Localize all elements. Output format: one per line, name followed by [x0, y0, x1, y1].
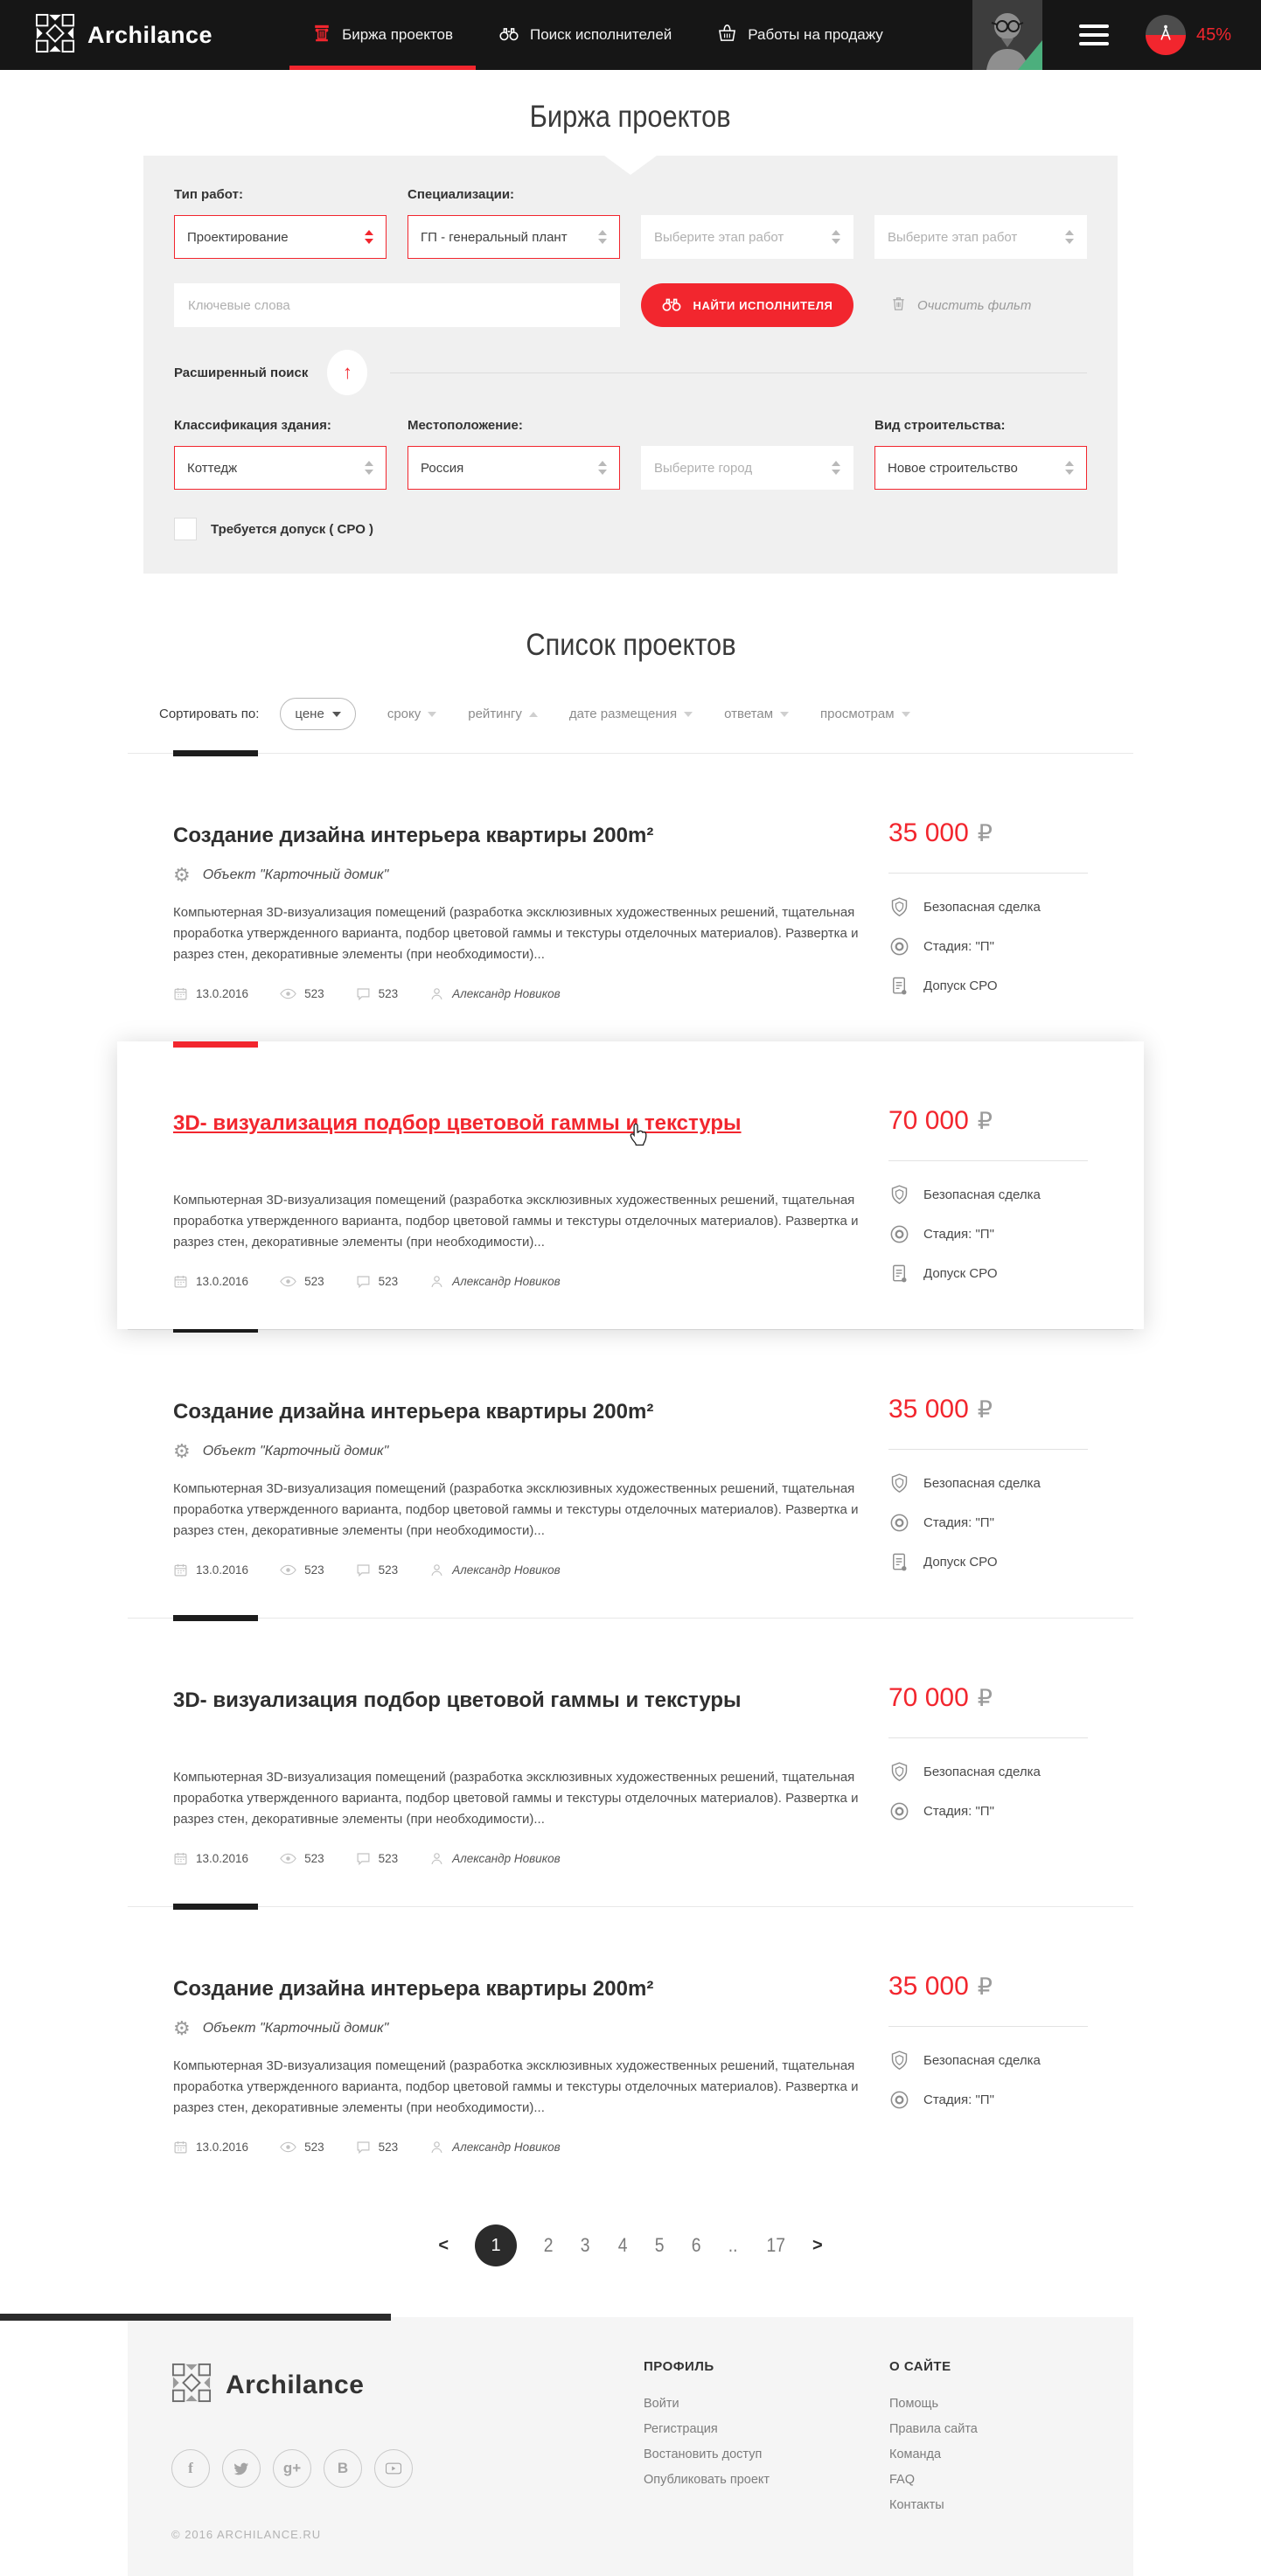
footer [128, 2317, 1133, 2576]
project-title[interactable]: 3D- визуализация подбор цветовой гаммы и текстуры [173, 1111, 742, 1135]
project-meta [173, 1851, 1088, 1866]
project-price: 70 000 [888, 1106, 969, 1135]
badge-label: Стадия: "П" [923, 1804, 994, 1819]
meta-comments: 523 [378, 987, 399, 1000]
shield-icon [888, 1184, 910, 1206]
sort-row [128, 698, 1133, 730]
select-work-stage-2[interactable] [874, 215, 1087, 259]
select-country[interactable] [408, 446, 620, 490]
project-list [128, 753, 1133, 2195]
meta-author: Александр Новиков [452, 1563, 561, 1577]
select-arrows-icon [832, 230, 840, 244]
meta-views-item [280, 987, 324, 1000]
badge-list [888, 1472, 1088, 1573]
header-right [972, 0, 1261, 70]
select-arrows-icon [365, 461, 373, 475]
footer-column-title: ПРОФИЛЬ [644, 2359, 714, 2374]
pagination-page-6[interactable]: 6 [691, 2234, 701, 2256]
stage-icon [888, 1223, 910, 1245]
badge-label: Стадия: "П" [923, 1227, 994, 1242]
comment-icon [356, 1274, 371, 1289]
project-card[interactable] [128, 1329, 1133, 1618]
compass-icon [1155, 23, 1176, 48]
project-description: Компьютерная 3D-визуализация помещений (разработка эксклюзивных художественных решений, тщательная проработка утвержденного варианта, подбор цветовой гаммы и текстуры отделочных материалов). Развертка и разрез стен, декоративные элементы (при необходимости)... [173, 1770, 859, 1827]
divider [888, 2026, 1088, 2027]
select-value: Коттедж [187, 460, 238, 476]
meta-views-item [280, 2141, 324, 2154]
nav-item-label: Работы на продажу [748, 26, 883, 43]
meta-author: Александр Новиков [452, 1275, 561, 1288]
project-badge [888, 1223, 1088, 1245]
person-icon [429, 1274, 444, 1289]
facebook-icon[interactable]: f [171, 2449, 210, 2488]
select-placeholder: Выберите этап работ [888, 229, 1018, 245]
meta-date-item [173, 986, 248, 1001]
select-specialization[interactable] [408, 215, 620, 259]
project-right-column [888, 1106, 1088, 1302]
meta-views-item [280, 1275, 324, 1288]
meta-date-item [173, 1851, 248, 1866]
meta-comments-item [356, 1851, 399, 1866]
sro-checkbox[interactable] [174, 518, 197, 540]
collapse-filters-button[interactable] [327, 350, 367, 395]
meta-date-item [173, 2140, 248, 2155]
card-accent-dash [173, 1041, 258, 1048]
select-construction-type[interactable] [874, 446, 1087, 490]
sort-option-views[interactable]: просмотрам [820, 707, 910, 721]
footer-link-publish-project[interactable]: Опубликовать проект [644, 2473, 770, 2487]
eye-icon [280, 1276, 296, 1287]
divider [888, 873, 1088, 874]
footer-link-register[interactable]: Регистрация [644, 2422, 718, 2436]
person-icon [429, 1563, 444, 1577]
pagination-next[interactable]: > [812, 2235, 823, 2255]
binoculars-icon [661, 296, 682, 315]
sort-option-answers[interactable]: ответам [724, 707, 789, 721]
nav-item-label: Биржа проектов [342, 26, 453, 43]
profile-progress-badge[interactable] [1146, 15, 1186, 55]
shield-icon [888, 2050, 910, 2071]
twitter-icon[interactable] [222, 2449, 261, 2488]
meta-date-item [173, 1563, 248, 1577]
project-meta [173, 2140, 1088, 2155]
footer-brand-name: Archilance [226, 2370, 365, 2399]
nav-item-label: Поиск исполнителей [530, 26, 672, 43]
card-accent-dash [173, 750, 258, 756]
badge-label: Безопасная сделка [923, 1187, 1041, 1202]
project-description: Компьютерная 3D-визуализация помещений (разработка эксклюзивных художественных решений, тщательная проработка утвержденного варианта, подбор цветовой гаммы и текстуры отделочных материалов). Развертка и разрез стен, декоративные элементы (при необходимости)... [173, 1481, 859, 1538]
sort-option-date[interactable]: дате размещения [569, 707, 693, 721]
shield-icon [888, 896, 910, 918]
project-badge [888, 2050, 1088, 2071]
project-price-row [888, 818, 1088, 848]
person-icon [429, 986, 444, 1001]
footer-link-restore-access[interactable]: Востановить доступ [644, 2447, 763, 2461]
select-building-class[interactable] [174, 446, 387, 490]
project-price-row [888, 1972, 1088, 2002]
project-description: Компьютерная 3D-визуализация помещений (разработка эксклюзивных художественных решений, тщательная проработка утвержденного варианта, подбор цветовой гаммы и текстуры отделочных материалов). Развертка и разрез стен, декоративные элементы (при необходимости)... [173, 2058, 859, 2115]
footer-link-site-rules[interactable]: Правила сайта [889, 2422, 978, 2436]
page-title: Биржа проектов [530, 100, 731, 134]
project-object-label: Объект "Карточный домик" [202, 867, 389, 882]
hand-cursor-icon [629, 1122, 648, 1151]
currency: ₽ [977, 1685, 993, 1711]
list-title: Список проектов [525, 628, 736, 662]
pagination-ellipsis: .. [728, 2234, 738, 2256]
select-work-type[interactable] [174, 215, 387, 259]
badge-label: Стадия: "П" [923, 2092, 994, 2107]
badge-label: Допуск СРО [923, 978, 998, 993]
divider [888, 1737, 1088, 1738]
pagination-page-1[interactable]: 1 [475, 2224, 517, 2266]
stage-icon [888, 1512, 910, 1534]
currency: ₽ [977, 820, 993, 846]
project-price-row [888, 1395, 1088, 1424]
project-right-column [888, 1683, 1088, 1840]
project-badge [888, 975, 1088, 997]
arrow-up-icon: ↑ [342, 361, 352, 383]
keywords-input[interactable] [174, 283, 620, 327]
sro-checkbox-label: Требуется допуск ( СРО ) [211, 521, 374, 537]
meta-comments-item [356, 1274, 399, 1289]
currency: ₽ [977, 1396, 993, 1423]
project-title[interactable]: 3D- визуализация подбор цветовой гаммы и текстуры [173, 1688, 742, 1712]
select-placeholder: Выберите город [654, 460, 753, 476]
basket-icon [717, 24, 737, 46]
meta-comments: 523 [378, 1275, 399, 1288]
filter-label-location: Местоположение: [408, 418, 523, 433]
project-badge [888, 936, 1088, 957]
filter-panel [143, 156, 1118, 574]
comment-icon [356, 2140, 371, 2155]
project-price: 70 000 [888, 1683, 969, 1712]
meta-comments-item [356, 2140, 399, 2155]
menu-icon[interactable] [1079, 24, 1109, 45]
badge-label: Безопасная сделка [923, 1765, 1041, 1779]
project-description: Компьютерная 3D-визуализация помещений (разработка эксклюзивных художественных решений, тщательная проработка утвержденного варианта, подбор цветовой гаммы и текстуры отделочных материалов). Развертка и разрез стен, декоративные элементы (при необходимости)... [173, 905, 859, 962]
comment-icon [356, 986, 371, 1001]
badge-label: Стадия: "П" [923, 939, 994, 954]
pagination-page-5[interactable]: 5 [654, 2234, 665, 2256]
pagination-page-17[interactable]: 17 [765, 2234, 785, 2256]
nav-item-works-for-sale[interactable] [694, 0, 906, 70]
main-nav [289, 0, 906, 70]
meta-author-item[interactable] [429, 986, 561, 1001]
filter-label-building-class: Классификация здания: [174, 418, 331, 433]
meta-author-item[interactable] [429, 1563, 561, 1577]
footer-link-contacts[interactable]: Контакты [889, 2498, 944, 2512]
project-card[interactable] [117, 1041, 1144, 1329]
calendar-icon [173, 1563, 188, 1577]
badge-list [888, 2050, 1088, 2111]
meta-author-item[interactable] [429, 2140, 561, 2155]
footer-column-about [889, 2359, 978, 2512]
archilance-logo-icon [171, 2363, 212, 2407]
select-arrows-icon [1065, 230, 1074, 244]
badge-label: Допуск СРО [923, 1266, 998, 1281]
eye-icon [280, 988, 296, 999]
sort-option-price[interactable]: цене [280, 698, 355, 730]
pagination-page-4[interactable]: 4 [617, 2234, 628, 2256]
gear-icon: ⚙ [173, 864, 191, 886]
meta-date: 13.0.2016 [196, 1275, 249, 1288]
comment-icon [356, 1851, 371, 1866]
select-value: Проектирование [187, 229, 289, 245]
pagination-page-3[interactable]: 3 [581, 2234, 590, 2256]
project-description: Компьютерная 3D-визуализация помещений (разработка эксклюзивных художественных решений, тщательная проработка утвержденного варианта, подбор цветовой гаммы и текстуры отделочных материалов). Развертка и разрез стен, декоративные элементы (при необходимости)... [173, 1193, 859, 1250]
filter-label-specialization: Специализации: [408, 187, 515, 202]
project-price: 35 000 [888, 1395, 969, 1424]
vk-icon[interactable]: В [324, 2449, 362, 2488]
pagination [128, 2224, 1133, 2266]
select-placeholder: Выберите этап работ [654, 229, 784, 245]
meta-date-item [173, 1274, 248, 1289]
sort-option-term[interactable]: сроку [387, 707, 436, 721]
meta-date: 13.0.2016 [196, 987, 249, 1000]
select-arrows-icon [598, 461, 607, 475]
footer-link-login[interactable]: Войти [644, 2397, 679, 2411]
doc-icon [888, 975, 910, 997]
footer-column-profile [644, 2359, 770, 2487]
project-right-column [888, 1972, 1088, 2128]
content [128, 100, 1133, 2266]
calendar-icon [173, 2140, 188, 2155]
person-icon [429, 1851, 444, 1866]
gear-icon: ⚙ [173, 2017, 191, 2039]
project-badge [888, 896, 1088, 918]
project-badge [888, 1800, 1088, 1822]
select-work-stage-1[interactable] [641, 215, 853, 259]
sort-label: Сортировать по: [159, 707, 260, 721]
eye-icon [280, 1853, 296, 1864]
comment-icon [356, 1563, 371, 1577]
badge-label: Допуск СРО [923, 1555, 998, 1570]
project-right-column [888, 1395, 1088, 1591]
project-badge [888, 1263, 1088, 1285]
chevron-down-icon [684, 712, 693, 717]
footer-link-team[interactable]: Команда [889, 2447, 942, 2461]
badge-label: Стадия: "П" [923, 1515, 994, 1530]
calendar-icon [173, 1274, 188, 1289]
sort-option-rating[interactable]: рейтингу [468, 707, 538, 721]
stage-icon [888, 1800, 910, 1822]
project-badge [888, 1551, 1088, 1573]
badge-list [888, 1184, 1088, 1285]
card-accent-dash [173, 1904, 258, 1910]
doc-icon [888, 1551, 910, 1573]
select-arrows-icon [1065, 461, 1074, 475]
chevron-up-icon [529, 712, 538, 717]
badge-label: Безопасная сделка [923, 2053, 1041, 2068]
project-price: 35 000 [888, 1972, 969, 2001]
shield-icon [888, 1761, 910, 1783]
meta-comments: 523 [378, 1563, 399, 1577]
select-arrows-icon [598, 230, 607, 244]
meta-author: Александр Новиков [452, 987, 561, 1000]
chevron-down-icon [902, 712, 910, 717]
select-city[interactable] [641, 446, 853, 490]
stage-icon [888, 2089, 910, 2111]
shield-icon [888, 1472, 910, 1494]
filter-label-construction-type: Вид строительства: [874, 418, 1006, 433]
project-object-label: Объект "Карточный домик" [202, 2021, 389, 2036]
project-badge [888, 1184, 1088, 1206]
eye-icon [280, 1564, 296, 1576]
doc-icon [888, 1263, 910, 1285]
pagination-prev[interactable]: < [438, 2235, 449, 2255]
badge-label: Безопасная сделка [923, 900, 1041, 915]
meta-author-item[interactable] [429, 1274, 561, 1289]
chevron-down-icon [428, 712, 436, 717]
project-badge [888, 1472, 1088, 1494]
footer-link-faq[interactable]: FAQ [889, 2473, 916, 2487]
badge-label: Безопасная сделка [923, 1476, 1041, 1491]
badge-list [888, 896, 1088, 997]
meta-views: 523 [304, 1275, 324, 1288]
archilance-logo-icon [35, 13, 75, 58]
divider [888, 1160, 1088, 1161]
brand-logo[interactable] [35, 13, 212, 58]
project-title[interactable]: Создание дизайна интерьера квартиры 200m² [173, 824, 654, 847]
select-arrows-icon [365, 230, 373, 244]
project-price-row [888, 1683, 1088, 1713]
meta-comments: 523 [378, 1852, 399, 1865]
header [0, 0, 1261, 70]
binoculars-icon [498, 24, 519, 46]
chevron-down-icon [780, 712, 789, 717]
project-title[interactable]: Создание дизайна интерьера квартиры 200m² [173, 1400, 654, 1424]
meta-views-item [280, 1563, 324, 1577]
gear-icon: ⚙ [173, 1440, 191, 1462]
select-value: ГП - генеральный плант [421, 229, 568, 245]
card-accent-dash [173, 1615, 258, 1621]
trash-icon [890, 295, 907, 316]
nav-item-project-exchange[interactable] [289, 0, 476, 70]
meta-views: 523 [304, 2141, 324, 2154]
meta-author-item[interactable] [429, 1851, 561, 1866]
pagination-page-2[interactable]: 2 [543, 2234, 554, 2256]
project-price-row [888, 1106, 1088, 1136]
meta-views: 523 [304, 1852, 324, 1865]
stage-icon [888, 936, 910, 957]
project-card[interactable] [128, 1906, 1133, 2195]
meta-comments-item [356, 986, 399, 1001]
select-arrows-icon [832, 461, 840, 475]
meta-comments: 523 [378, 2141, 399, 2154]
google-plus-icon[interactable]: g+ [273, 2449, 311, 2488]
eye-icon [280, 2141, 296, 2153]
filter-label-work-type: Тип работ: [174, 187, 243, 202]
calendar-icon [173, 986, 188, 1001]
select-value: Новое строительство [888, 460, 1018, 476]
youtube-icon[interactable] [374, 2449, 413, 2488]
meta-views: 523 [304, 1563, 324, 1577]
footer-accent-line [0, 2314, 391, 2321]
chevron-down-icon [332, 712, 341, 717]
project-badge [888, 1512, 1088, 1534]
badge-list [888, 1761, 1088, 1822]
project-card[interactable] [128, 753, 1133, 1041]
divider [888, 1449, 1088, 1450]
divider [390, 372, 1087, 373]
person-icon [429, 2140, 444, 2155]
meta-views-item [280, 1852, 324, 1865]
footer-column-title: О САЙТЕ [889, 2359, 951, 2374]
copyright: © 2016 ARCHILANCE.RU [171, 2528, 322, 2541]
project-right-column [888, 818, 1088, 1014]
meta-views: 523 [304, 987, 324, 1000]
currency: ₽ [977, 1974, 993, 2000]
meta-date: 13.0.2016 [196, 2141, 249, 2154]
clear-filter-button[interactable]: Очистить фильт [890, 295, 1031, 316]
meta-author: Александр Новиков [452, 1852, 561, 1865]
project-badge [888, 2089, 1088, 2111]
column-icon [312, 23, 331, 48]
advanced-search-label: Расширенный поиск [174, 365, 309, 380]
project-title[interactable]: Создание дизайна интерьера квартиры 200m² [173, 1977, 654, 2001]
brand-name: Archilance [87, 21, 213, 48]
project-card[interactable] [128, 1618, 1133, 1906]
nav-item-find-performers[interactable] [476, 0, 694, 70]
select-value: Россия [421, 460, 464, 476]
footer-link-help[interactable]: Помощь [889, 2397, 939, 2411]
project-price: 35 000 [888, 818, 969, 847]
meta-comments-item [356, 1563, 399, 1577]
meta-date: 13.0.2016 [196, 1852, 249, 1865]
project-badge [888, 1761, 1088, 1783]
project-object-label: Объект "Карточный домик" [202, 1444, 389, 1459]
currency: ₽ [977, 1108, 993, 1134]
user-avatar[interactable] [972, 0, 1042, 70]
find-performer-button[interactable]: НАЙТИ ИСПОЛНИТЕЛЯ [641, 283, 853, 327]
meta-date: 13.0.2016 [196, 1563, 249, 1577]
profile-progress-percent: 45% [1195, 24, 1231, 45]
meta-author: Александр Новиков [452, 2141, 561, 2154]
calendar-icon [173, 1851, 188, 1866]
